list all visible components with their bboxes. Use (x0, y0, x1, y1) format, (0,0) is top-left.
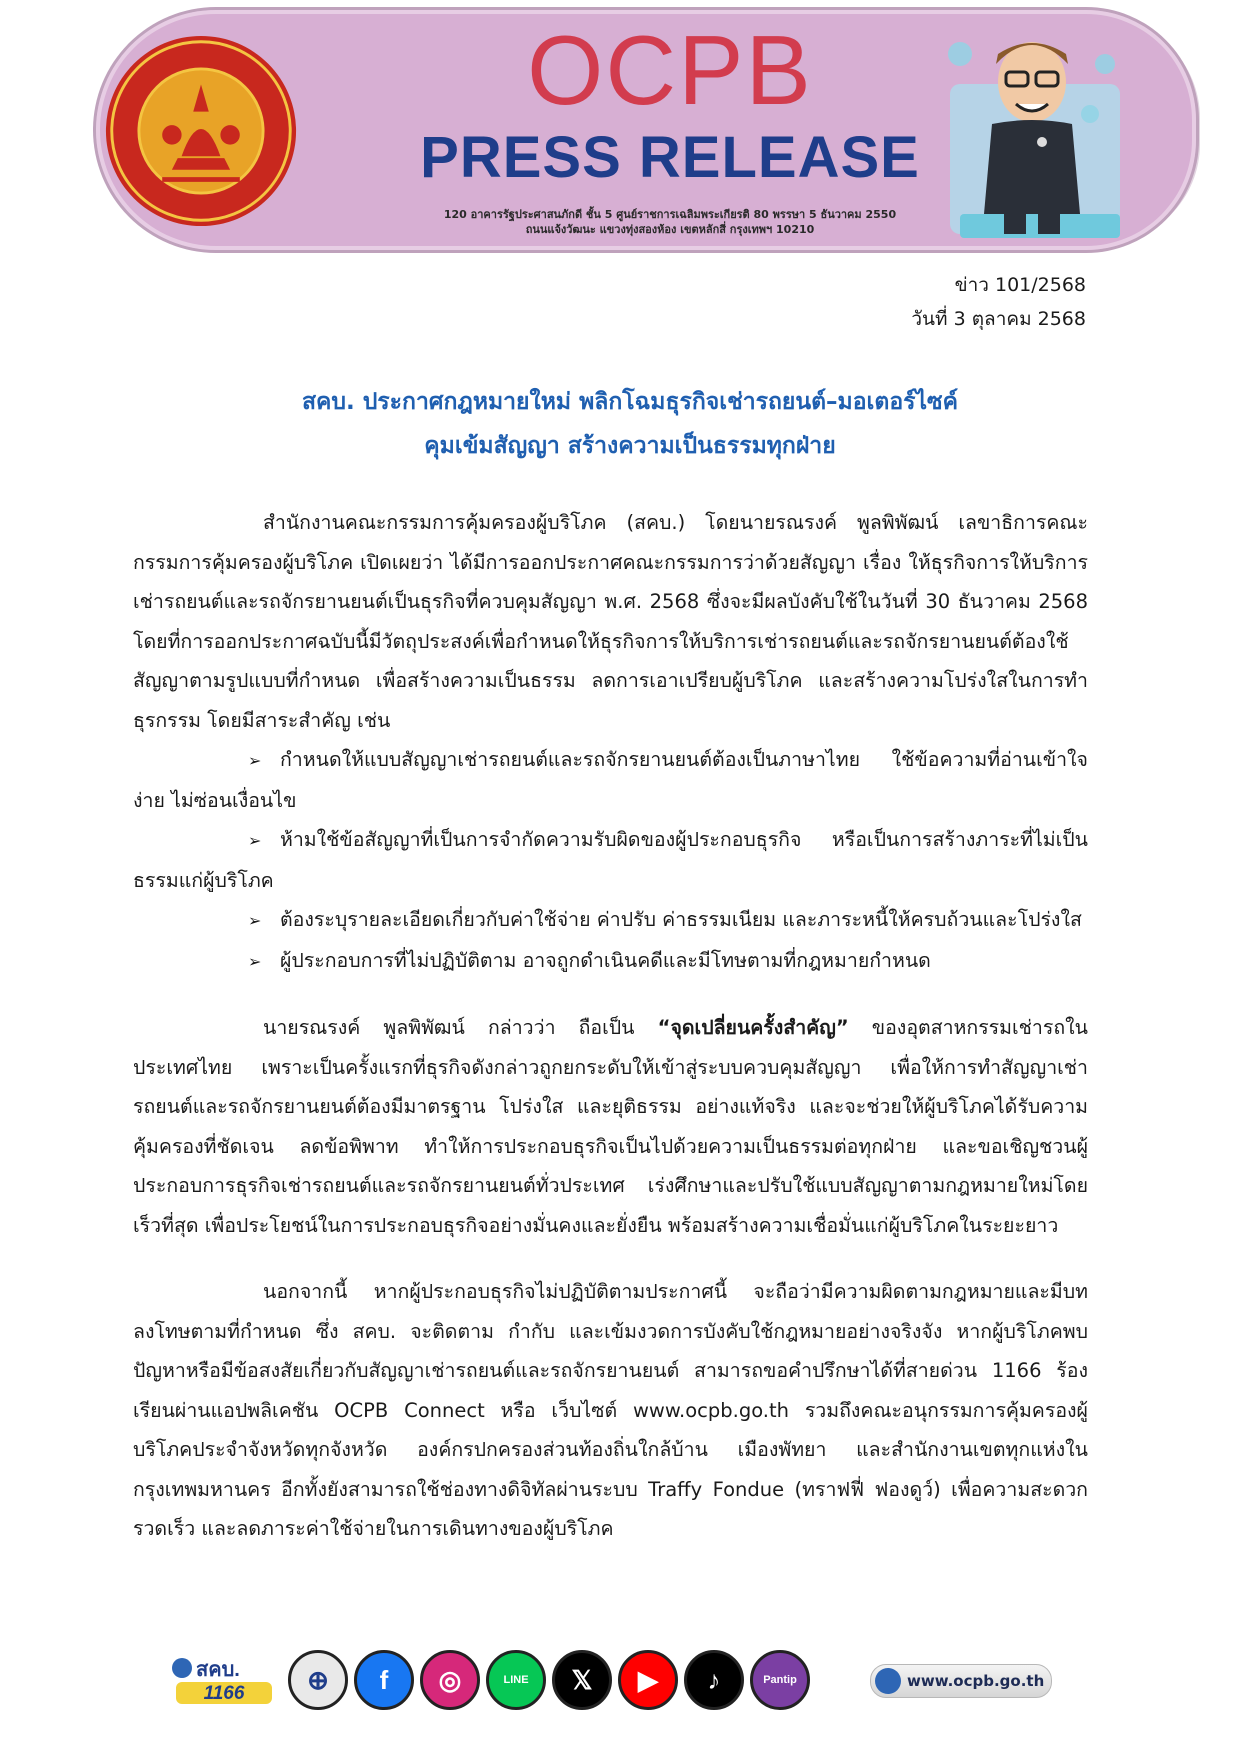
body-text (133, 503, 1088, 1549)
release-date: วันที่ 3 ตุลาคม 2568 (911, 308, 1086, 330)
emphasis-quote: “จุดเปลี่ยนครั้งสำคัญ” (657, 1016, 849, 1039)
headline (130, 380, 1130, 468)
bullet-item: ➢ กำหนดให้แบบสัญญาเช่ารถยนต์และรถจักรยานยนต์ต้องเป็นภาษาไทย ใช้ข้อความที่อ่านเข้าใจง่าย ไม่ซ่อนเงื่อนไข (133, 740, 1088, 820)
footer-contact-bar (168, 1644, 1068, 1716)
mascot-illustration (930, 24, 1135, 246)
headline-line-2: คุมเข้มสัญญา สร้างความเป็นธรรมทุกฝ่าย (424, 433, 836, 459)
youtube-icon[interactable]: ▶ (618, 1650, 678, 1710)
website-link[interactable] (870, 1664, 1052, 1698)
tiktok-icon[interactable]: ♪ (684, 1650, 744, 1710)
seal-icon (104, 34, 298, 228)
hotline-number: 1166 (203, 1683, 245, 1704)
globe-icon (875, 1668, 901, 1694)
paragraph-1: สำนักงานคณะกรรมการคุ้มครองผู้บริโภค (สคบ.) โดยนายรณรงค์ พูลพิพัฒน์ เลขาธิการคณะกรรมการคุ้มครองผู้บริโภค เปิดเผยว่า ได้มีการออกประกาศคณะกรรมการว่าด้วยสัญญา เรื่อง ให้ธุรกิจการให้บริการเช่ารถยนต์และรถจักรยานยนต์เป็นธุรกิจที่ควบคุมสัญญา พ.ศ. 2568 ซึ่งจะมีผลบังคับใช้ในวันที่ 30 ธันวาคม 2568 โดยที่การออกประกาศฉบับนี้มีวัตถุประสงค์เพื่อกำหนดให้ธุรกิจการให้บริการเช่ารถยนต์และรถจักรยานยนต์ต้องใช้สัญญาตามรูปแบบที่กำหนด เพื่อสร้างความเป็นธรรม ลดการเอาเปรียบผู้บริโภค และสร้างความโปร่งใสในการทำธุรกรรม โดยมีสาระสำคัญ เช่น (133, 511, 1088, 732)
arrow-bullet-icon: ➢ (248, 751, 262, 770)
arrow-bullet-icon: ➢ (248, 911, 262, 930)
arrow-bullet-icon: ➢ (248, 951, 262, 971)
paragraph-2: นายรณรงค์ พูลพิพัฒน์ กล่าวว่า ถือเป็น “จุดเปลี่ยนครั้งสำคัญ” ของอุตสาหกรรมเช่ารถในประเทศไทย เพราะเป็นครั้งแรกที่ธุรกิจดังกล่าวถูกยกระดับให้เข้าสู่ระบบควบคุมสัญญา เพื่อให้การทำสัญญาเช่ารถยนต์และรถจักรยานยนต์ต้องมีมาตรฐาน โปร่งใส และยุติธรรม อย่างแท้จริง และจะช่วยให้ผู้บริโภคได้รับความคุ้มครองที่ชัดเจน ลดข้อพิพาท ทำให้การประกอบธุรกิจเป็นไปด้วยความเป็นธรรมต่อทุกฝ่าย และขอเชิญชวนผู้ประกอบการธุรกิจเช่ารถยนต์และรถจักรยานยนต์ทั่วประเทศ เร่งศึกษาและปรับใช้แบบสัญญาตามกฎหมายใหม่โดยเร็วที่สุด เพื่อประโยชน์ในการประกอบธุรกิจอย่างมั่นคงและยั่งยืน พร้อมสร้างความเชื่อมั่นแก่ผู้บริโภคในระยะยาว (133, 1016, 1088, 1237)
paragraph-3: นอกจากนี้ หากผู้ประกอบธุรกิจไม่ปฏิบัติตามประกาศนี้ จะถือว่ามีความผิดตามกฎหมายและมีบทลงโทษตามที่กำหนด ซึ่ง สคบ. จะติดตาม กำกับ และเข้มงวดการบังคับใช้กฎหมายอย่างจริงจัง หากผู้บริโภคพบปัญหาหรือมีข้อสงสัยเกี่ยวกับสัญญาเช่ารถยนต์และรถจักรยานยนต์ สามารถขอคำปรึกษาได้ที่สายด่วน 1166 ร้องเรียนผ่านแอปพลิเคชัน OCPB Connect หรือ เว็บไซต์ www.ocpb.go.th รวมถึงคณะอนุกรรมการคุ้มครองผู้บริโภคประจำจังหวัดทุกจังหวัด องค์กรปกครองส่วนท้องถิ่นใกล้บ้าน เมืองพัทยา และสำนักงานเขตทุกแห่งในกรุงเทพมหานคร อีกทั้งยังสามารถใช้ช่องทางดิจิทัลผ่านระบบ Traffy Fondue (ทราฟฟี่ ฟองดูว์) เพื่อความสะดวก รวดเร็ว และลดภาระค่าใช้จ่ายในการเดินทางของผู้บริโภค (133, 1280, 1088, 1540)
facebook-icon[interactable]: f (354, 1650, 414, 1710)
release-meta (911, 268, 1086, 336)
pantip-icon[interactable]: Pantip (750, 1650, 810, 1710)
headline-line-1: สคบ. ประกาศกฎหมายใหม่ พลิกโฉมธุรกิจเช่ารถยนต์–มอเตอร์ไซค์ (301, 389, 959, 415)
bullet-item: ➢ ผู้ประกอบการที่ไม่ปฏิบัติตาม อาจถูกดำเนินคดีและมีโทษตามที่กฎหมายกำหนด (133, 941, 1088, 982)
hotline-label: สคบ. (196, 1659, 240, 1681)
arrow-bullet-icon: ➢ (248, 831, 262, 850)
bullet-item: ➢ ต้องระบุรายละเอียดเกี่ยวกับค่าใช้จ่าย ค่าปรับ ค่าธรรมเนียม และภาระหนี้ให้ครบถ้วนและโปร่งใส (133, 900, 1088, 941)
bullet-item: ➢ ห้ามใช้ข้อสัญญาที่เป็นการจำกัดความรับผิดของผู้ประกอบธุรกิจ หรือเป็นการสร้างภาระที่ไม่เป็นธรรมแก่ผู้บริโภค (133, 820, 1088, 900)
hotline-badge[interactable] (168, 1652, 280, 1708)
website-text: www.ocpb.go.th (907, 1672, 1045, 1690)
instagram-icon[interactable]: ◎ (420, 1650, 480, 1710)
line-icon[interactable]: LINE (486, 1650, 546, 1710)
address-line-2: ถนนแจ้งวัฒนะ แขวงทุ่งสองห้อง เขตหลักสี่ กรุงเทพฯ 10210 (525, 223, 815, 236)
key-points-list (133, 740, 1088, 981)
news-number: ข่าว 101/2568 (954, 274, 1086, 296)
ocpb-connect-icon[interactable]: ⊕ (288, 1650, 348, 1710)
banner-title: OCPB (527, 15, 813, 125)
banner-subtitle: PRESS RELEASE (420, 125, 920, 190)
banner-address (320, 207, 1020, 237)
x-icon[interactable]: 𝕏 (552, 1650, 612, 1710)
address-line-1: 120 อาคารรัฐประศาสนภักดี ชั้น 5 ศูนย์ราชการเฉลิมพระเกียรติ 80 พรรษา 5 ธันวาคม 2550 (443, 208, 897, 221)
